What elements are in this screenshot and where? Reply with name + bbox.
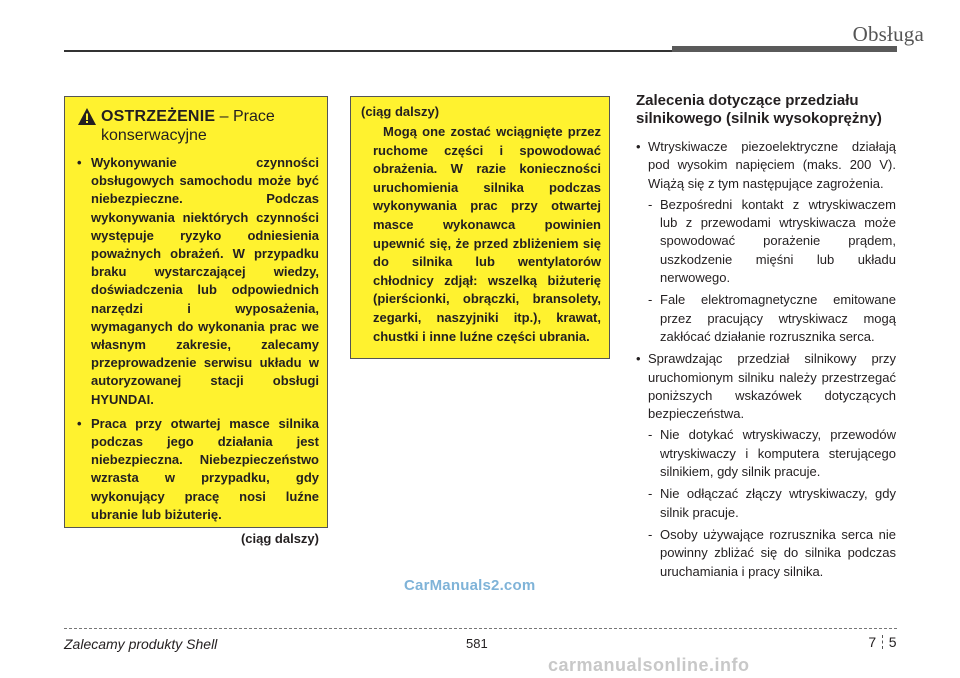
section-bullet: • Wtryskiwacze piezoelektryczne działają pod wysokim napięciem (maks. 200 V). Wiążą się z tym następujące zagrożenia. — [636, 138, 896, 193]
continued-note: (ciąg dalszy) — [240, 531, 319, 547]
section-dash-item: - Fale elektromagnetyczne emitowane przez pracujący wtryskiwacz mogą zakłócać działanie rozrusznika serca. — [648, 291, 896, 346]
section-dash-item: - Nie odłączać złączy wtryskiwaczy, gdy silnik pracuje. — [648, 485, 896, 522]
footer-page-number: 581 — [466, 636, 488, 651]
warning-bullet: • Praca przy otwartej masce silnika podczas jego działania jest niebezpieczna. Niebezpieczeństwo wzrasta w przypadku, gdy wykonujący pracę nosi luźne ubranie lub biżuterię. — [77, 415, 319, 524]
warning-bullet: • Wykonywanie czynności obsługowych samochodu może być niebezpieczne. Podczas wykonywania niektórych czynności występuje ryzyko odniesienia poważnych obrażeń. W przypadku braku wystarczającej wiedzy, doświadczenia lub odpowiednich narzędzi i wyposażenia, wymaganych do wykonania prac we własnym zakresie, zalecamy przeprowadzenie serwisu układu w autoryzowanej stacji obsługi HYUNDAI. — [77, 154, 319, 409]
section-bullet: • Sprawdzając przedział silnikowy przy uruchomionym silniku należy przestrzegać poniższych wskazówek dotyczących bezpieczeństwa. — [636, 350, 896, 423]
warning-triangle-icon — [77, 107, 97, 127]
section-dash-item: - Osoby używające rozrusznika serca nie powinny zbliżać się do silnika podczas uruchamiania i pracy silnika. — [648, 526, 896, 581]
header-rule — [64, 50, 672, 52]
watermark-link[interactable]: CarManuals2.com — [404, 577, 536, 594]
continuation-heading: (ciąg dalszy) — [361, 104, 440, 119]
footer-chapter-page — [868, 634, 897, 650]
site-watermark[interactable]: carmanualsonline.info — [548, 655, 750, 675]
header-rule-accent — [672, 46, 897, 52]
warning-continuation-box — [350, 96, 610, 359]
warning-bullet-text: Praca przy otwartej masce silnika podczas jego działania jest niebezpieczna. Niebezpieczeństwo wzrasta w przypadku, gdy wykonujący pracę nosi luźne ubranie lub biżuterię. — [91, 415, 319, 522]
warning-bullet-text: Wykonywanie czynności obsługowych samochodu może być niebezpieczne. Podczas wykonywania niektórych czynności występuje ryzyko odniesienia poważnych obrażeń. W przypadku braku wystarczającej wiedzy, doświadczenia lub odpowiednich narzędzi i wyposażenia, wymaganych do wykonania prac we własnym zakresie, zalecamy przeprowadzenie serwisu układu w autoryzowanej stacji obsługi HYUNDAI. — [91, 155, 319, 407]
warning-title — [77, 107, 319, 145]
section-dash-item: - Bezpośredni kontakt z wtryskiwaczem lub z przewodami wtryskiwacza może spowodować porażenie prądem, uszkodzenie mięśni lub układu nerwowego. — [648, 196, 896, 287]
section-dash-item: - Nie dotykać wtryskiwaczy, przewodów wtryskiwaczy i komputera sterującego silnikiem, gdy silnik pracuje. — [648, 426, 896, 481]
section-title: Zalecenia dotyczące przedziału silnikowego (silnik wysokoprężny) — [636, 92, 882, 127]
footer-page: 5 — [888, 634, 897, 650]
section-bullet-text: Sprawdzając przedział silnikowy przy uruchomionym silniku należy przestrzegać poniższych wskazówek dotyczących bezpieczeństwa. — [648, 351, 896, 422]
warning-box — [64, 96, 328, 547]
footer-tagline: Zalecamy produkty Shell — [64, 636, 218, 652]
warning-title-line2: konserwacyjne — [101, 127, 207, 144]
page-header-title: Obsługa — [852, 22, 924, 46]
section-dash-text: Osoby używające rozrusznika serca nie powinny zbliżać się do silnika podczas uruchamiania i pracy silnika. — [660, 526, 896, 579]
section-bullet-text: Wtryskiwacze piezoelektryczne działają pod wysokim napięciem (maks. 200 V). Wiążą się z tym następujące zagrożenia. — [648, 139, 896, 191]
continuation-paragraph: Mogą one zostać wciągnięte przez ruchome części i spowodować obrażenia. W razie konieczności uruchomienia silnika podczas wykonywania prac przy otwartej masce wykonawca powinien upewnić się, że przed zbliżeniem się do silnika lub wentylatorów chłodnicy zdjął: wszelką biżuterię (pierścionki, obrączki, bransolety, zegarki, naszyjniki itp.), krawat, chustki i inne luźne części ubrania. — [373, 124, 601, 344]
footer-separator — [882, 635, 884, 649]
section-dash-text: Bezpośredni kontakt z wtryskiwaczem lub z przewodami wtryskiwacza może spowodować porażenie prądem, uszkodzenie mięśni lub układu nerwowego. — [660, 196, 896, 286]
continuation-text — [361, 123, 601, 346]
footer-rule — [64, 628, 897, 629]
engine-section — [636, 92, 896, 585]
section-dash-text: Nie odłączać złączy wtryskiwaczy, gdy silnik pracuje. — [660, 486, 896, 520]
warning-title-main: OSTRZEŻENIE — [101, 108, 216, 125]
warning-title-sep: – Prace — [215, 108, 275, 125]
footer-chapter: 7 — [868, 634, 877, 650]
section-dash-text: Nie dotykać wtryskiwaczy, przewodów wtryskiwaczy i komputera sterującego silnikiem, gdy silnik pracuje. — [660, 427, 896, 480]
section-dash-text: Fale elektromagnetyczne emitowane przez pracujący wtryskiwacz mogą zakłócać działanie rozrusznika serca. — [660, 292, 896, 344]
